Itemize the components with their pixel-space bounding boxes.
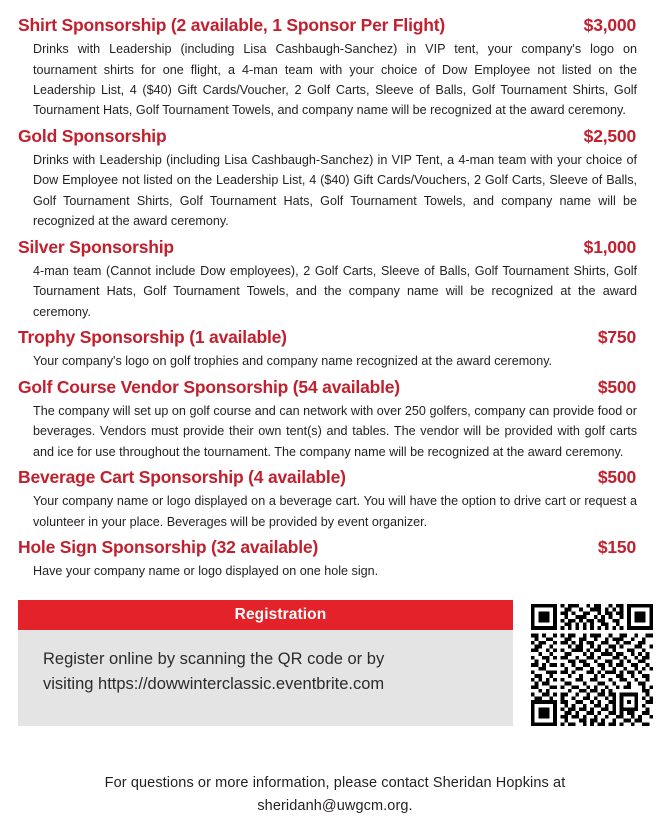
qr-code-icon[interactable] [531, 604, 653, 726]
tier-description: Have your company name or logo displayed on one hole sign. [33, 564, 379, 579]
tier-header-row [18, 12, 638, 38]
sponsorship-tier [18, 12, 638, 121]
registration-banner-label: Registration [234, 605, 327, 623]
tier-price: $150 [597, 537, 636, 558]
tier-header-row [18, 324, 638, 350]
registration-instructions-line2: visiting https://dowwinterclassic.eventbrite.com [43, 675, 385, 694]
tier-header-row [18, 464, 638, 490]
sponsorship-tier [18, 464, 638, 532]
tier-title: Shirt Sponsorship (2 available, 1 Sponsor Per Flight) [18, 15, 445, 35]
sponsorship-tier [18, 534, 638, 582]
contact-footer-line1: For questions or more information, please contact Sheridan Hopkins at [104, 775, 566, 791]
contact-footer-line2: sheridanh@uwgcm.org. [257, 798, 413, 815]
tier-description: Your company's logo on golf trophies and company name recognized at the award ceremony. [33, 354, 553, 369]
tier-header-row [18, 534, 638, 560]
registration-banner [18, 600, 513, 630]
tier-price: $1,000 [583, 236, 636, 257]
tier-description: Your company name or logo displayed on a beverage cart. You will have the option to drive cart or request a volunteer in your place. Beverages will be provided by event organizer. [33, 494, 637, 529]
contact-footer [0, 772, 670, 819]
tier-header-row [18, 123, 638, 149]
sponsorship-tier [18, 123, 638, 232]
registration-instructions-line1: Register online by scanning the QR code or by [43, 649, 385, 668]
tier-title: Hole Sign Sponsorship (32 available) [18, 537, 319, 558]
tier-price: $3,000 [583, 15, 636, 35]
tier-price: $2,500 [583, 125, 636, 146]
tier-title: Gold Sponsorship [18, 125, 167, 146]
tier-price: $750 [597, 327, 636, 348]
tier-header-row [18, 374, 638, 400]
tier-title: Silver Sponsorship [18, 236, 174, 257]
sponsorship-tier [18, 324, 638, 372]
tier-header-row [18, 234, 638, 260]
tier-description: The company will set up on golf course and can network with over 250 golfers, company can provide food or beverages. Vendors must provide their own tent(s) and tables. The vendor will be provided with golf carts and ice for use throughout the tournament. The company name will be recognized at the award ceremony. [33, 403, 637, 459]
registration-instructions [18, 630, 513, 698]
tier-description: Drinks with Leadership (including Lisa Cashbaugh-Sanchez) in VIP tent, your company's logo on tournament shirts for one flight, a 4-man team with your choice of Dow Employee not listed on the Leadership List, 4 ($40) Gift Cards/Voucher, 2 Golf Carts, Sleeve of Balls, Golf Tournament Shirts, Golf Tournament Hats, Golf Tournament Towels, and company name will be recognized at the award ceremony. [33, 42, 637, 118]
tier-title: Beverage Cart Sponsorship (4 available) [18, 467, 346, 488]
tier-title: Trophy Sponsorship (1 available) [18, 327, 287, 348]
sponsorship-tier [18, 374, 638, 462]
tier-description: 4-man team (Cannot include Dow employees), 2 Golf Carts, Sleeve of Balls, Golf Tournament Shirts, Golf Tournament Hats, Golf Tournament Towels, and the company name will be recognized at the award ceremony. [33, 263, 637, 319]
registration-box [18, 600, 513, 726]
tier-description: Drinks with Leadership (including Lisa Cashbaugh-Sanchez) in VIP Tent, a 4-man team with your choice of Dow Employee not listed on the Leadership List, 4 ($40) Gift Cards/Vouchers, 2 Golf Carts, Sleeve of Balls, Golf Tournament Shirts, Golf Tournament Hats, Golf Tournament Towels, and company name will be recognized at the award ceremony. [33, 153, 637, 229]
sponsorship-tier [18, 234, 638, 322]
tier-price: $500 [597, 376, 636, 397]
registration-section [0, 594, 670, 729]
tier-title: Golf Course Vendor Sponsorship (54 available) [18, 376, 400, 397]
tier-price: $500 [597, 467, 636, 488]
